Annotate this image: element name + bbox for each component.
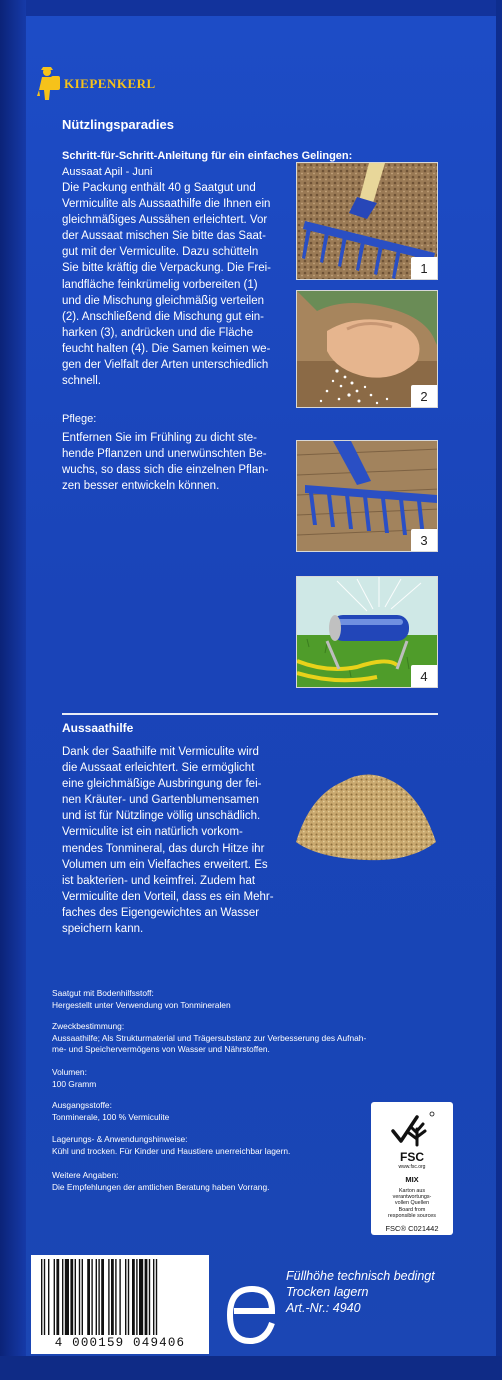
barcode-bar <box>75 1259 76 1335</box>
barcode-bar <box>136 1259 137 1335</box>
text-line: (2). Anschließend die Mischung gut ein- <box>62 310 264 323</box>
barcode-bar <box>101 1259 104 1335</box>
text-line: hende Pflanzen und unerwünschten Be- <box>62 448 267 461</box>
brand-name: KIEPENKERL <box>64 76 156 91</box>
legal-block-1 <box>52 988 452 1011</box>
fsc-description <box>371 1188 453 1219</box>
text-line: wuchs, so dass sich die einzelnen Pflan- <box>62 464 269 477</box>
care-text <box>62 430 286 494</box>
legal-label: Ausgangsstoffe: <box>52 1100 112 1110</box>
text-line: speichern kann. <box>62 923 144 936</box>
barcode-bar <box>111 1259 114 1335</box>
barcode-bar <box>65 1259 69 1335</box>
barcode-bar <box>79 1259 80 1335</box>
text-line: mendes Tonmineral, das durch Hitze ihr <box>62 842 265 855</box>
barcode-bars <box>41 1259 205 1335</box>
barcode-digits: 4 000159 049406 <box>54 1336 186 1350</box>
text-line: Vermiculite ist ein natürlich vorkom- <box>62 826 243 839</box>
barcode-bar <box>145 1259 148 1335</box>
barcode-bar <box>128 1259 129 1335</box>
legal-line: Die Empfehlungen der amtlichen Beratung haben Vorrang. <box>52 1181 270 1192</box>
barcode-bar <box>44 1259 45 1335</box>
barcode-bar <box>98 1259 99 1335</box>
instructions-heading: Schritt-für-Schritt-Anleitung für ein einfaches Gelingen: <box>62 150 353 162</box>
barcode-bar <box>56 1259 59 1335</box>
barcode-bar <box>70 1259 73 1335</box>
barcode-bar <box>149 1259 150 1335</box>
step-1-image <box>296 162 438 280</box>
box-top-edge <box>0 0 502 16</box>
footer-info <box>286 1268 435 1317</box>
text-line: gen der Vielfalt der Arten unterschiedlich <box>62 359 269 372</box>
barcode-bar <box>48 1259 49 1335</box>
vermiculite-pile-image <box>290 738 440 868</box>
barcode-bar <box>125 1259 126 1335</box>
step-2-image <box>296 290 438 408</box>
legal-label: Volumen: <box>52 1067 87 1077</box>
fsc-desc-line: responsible sources <box>388 1212 436 1219</box>
text-line: nen Kräuter- und Gartenblumensamen <box>62 794 259 807</box>
step-number: 3 <box>411 529 437 551</box>
text-line: die Aussaat erleichtert. Sie ermöglicht <box>62 762 255 775</box>
barcode-bar <box>139 1259 143 1335</box>
text-line: Dank der Saathilfe mit Vermiculite wird <box>62 746 259 758</box>
barcode-bar <box>91 1259 92 1335</box>
step-4-image <box>296 576 438 688</box>
barcode-bar <box>54 1259 55 1335</box>
barcode-bar <box>96 1259 97 1335</box>
box-right-edge <box>496 0 502 1380</box>
fsc-name: FSC <box>400 1150 424 1164</box>
legal-label: Saatgut mit Bodenhilfsstoff: <box>52 988 154 998</box>
fsc-desc-line: Karton aus <box>398 1188 426 1194</box>
barcode-bar <box>41 1259 42 1335</box>
legal-line: Tonminerale, 100 % Vermiculite <box>52 1111 170 1122</box>
text-line: und ist für Nützlinge völlig unschädlich. <box>62 810 261 823</box>
legal-line: Hergestellt unter Verwendung von Tonmineralen <box>52 999 231 1010</box>
barcode-bar <box>156 1259 157 1335</box>
estimated-sign-icon <box>222 1271 280 1351</box>
ean-barcode <box>31 1255 209 1354</box>
legal-label: Lagerungs- & Anwendungshinweise: <box>52 1134 188 1144</box>
care-heading: Pflege: <box>62 413 97 425</box>
fsc-desc-line: verantwortungs- <box>392 1194 432 1201</box>
text-line: schnell. <box>62 375 101 388</box>
step-3-image <box>296 440 438 552</box>
text-line: feucht halten (4). Die Samen keimen we- <box>62 342 271 355</box>
barcode-bar <box>153 1259 154 1335</box>
step-number: 1 <box>411 257 437 279</box>
barcode-bar <box>87 1259 90 1335</box>
fsc-label <box>371 1102 453 1235</box>
legal-line: Kühl und trocken. Für Kinder und Haustiere unerreichbar lagern. <box>52 1145 291 1156</box>
section-divider <box>62 713 438 715</box>
legal-line: 100 Gramm <box>52 1078 97 1089</box>
kiepenkerl-figure-icon <box>36 66 62 102</box>
text-line: landfläche feinkrümelig vorbereiten (1) <box>62 278 258 291</box>
text-line: faches des Eigengewichtes an Wasser <box>62 906 260 919</box>
barcode-bar <box>82 1259 83 1335</box>
step-number: 4 <box>411 665 437 687</box>
text-line: der Aussaat mischen Sie bitte das Saat- <box>62 230 266 243</box>
text-line: Vermiculite den Vorteil, dass es ein Mehr- <box>62 890 274 903</box>
text-line: Entfernen Sie im Frühling zu dicht ste- <box>62 432 257 444</box>
footer-line: Füllhöhe technisch bedingt <box>286 1269 435 1283</box>
sowing-aid-text <box>62 744 288 937</box>
fsc-desc-line: Board from <box>398 1206 426 1213</box>
sowing-time: Aussaat Apil - Juni <box>62 166 153 178</box>
barcode-bar <box>108 1259 109 1335</box>
text-line: Vermiculite als Aussaathilfe die Ihnen ein <box>62 198 271 211</box>
step-number: 2 <box>411 385 437 407</box>
text-line: Sie bitte kräftig die Verpackung. Die Frei- <box>62 262 272 275</box>
legal-label: Weitere Angaben: <box>52 1170 119 1180</box>
barcode-bar <box>132 1259 135 1335</box>
text-line: gleichmäßiges Aussähen erleichtert. Vor <box>62 214 268 227</box>
box-bottom-edge <box>0 1356 502 1380</box>
legal-block-3 <box>52 1067 452 1090</box>
instructions-text <box>62 180 286 389</box>
text-line: Die Packung enthält 40 g Saatgut und <box>62 182 256 194</box>
text-line: gut mit der Vermiculite. Dazu schütteln <box>62 246 259 259</box>
text-line: harken (3), andrücken und die Fläche <box>62 326 254 339</box>
brand-logo <box>36 66 156 102</box>
sowing-aid-heading: Aussaathilfe <box>62 721 134 735</box>
fsc-mix: MIX <box>405 1175 419 1184</box>
box-side-edge <box>0 0 26 1380</box>
text-line: eine gleichmäßige Ausbringung der fei- <box>62 778 262 791</box>
legal-block-2 <box>52 1021 452 1056</box>
fsc-url: www.fsc.org <box>398 1164 426 1170</box>
legal-line: me- und Speichervermögens von Wasser und Nährstoffen. <box>52 1044 270 1055</box>
fsc-code: FSC® C021442 <box>385 1224 439 1234</box>
text-line: zen besser entwickeln können. <box>62 480 220 493</box>
barcode-bar <box>62 1259 63 1335</box>
product-title: Nützlingsparadies <box>62 117 174 132</box>
barcode-bar <box>119 1259 120 1335</box>
footer-line: Art.-Nr.: 4940 <box>286 1301 361 1316</box>
fsc-desc-line: vollen Quellen <box>394 1200 430 1207</box>
legal-label: Zweckbestimmung: <box>52 1021 125 1031</box>
barcode-bar <box>115 1259 116 1335</box>
text-line: ist bakterien- und keimfrei. Zudem hat <box>62 874 256 887</box>
legal-line: Aussaathilfe; Als Strukturmaterial und Trägersubstanz zur Verbesserung des Aufnah- <box>52 1032 367 1043</box>
text-line: und die Mischung gleichmäßig verteilen <box>62 294 264 307</box>
footer-line: Trocken lagern <box>286 1285 369 1300</box>
text-line: Volumen um ein Vielfaches erweitert. Es <box>62 858 268 871</box>
fsc-tree-checkmark-icon <box>387 1111 437 1149</box>
